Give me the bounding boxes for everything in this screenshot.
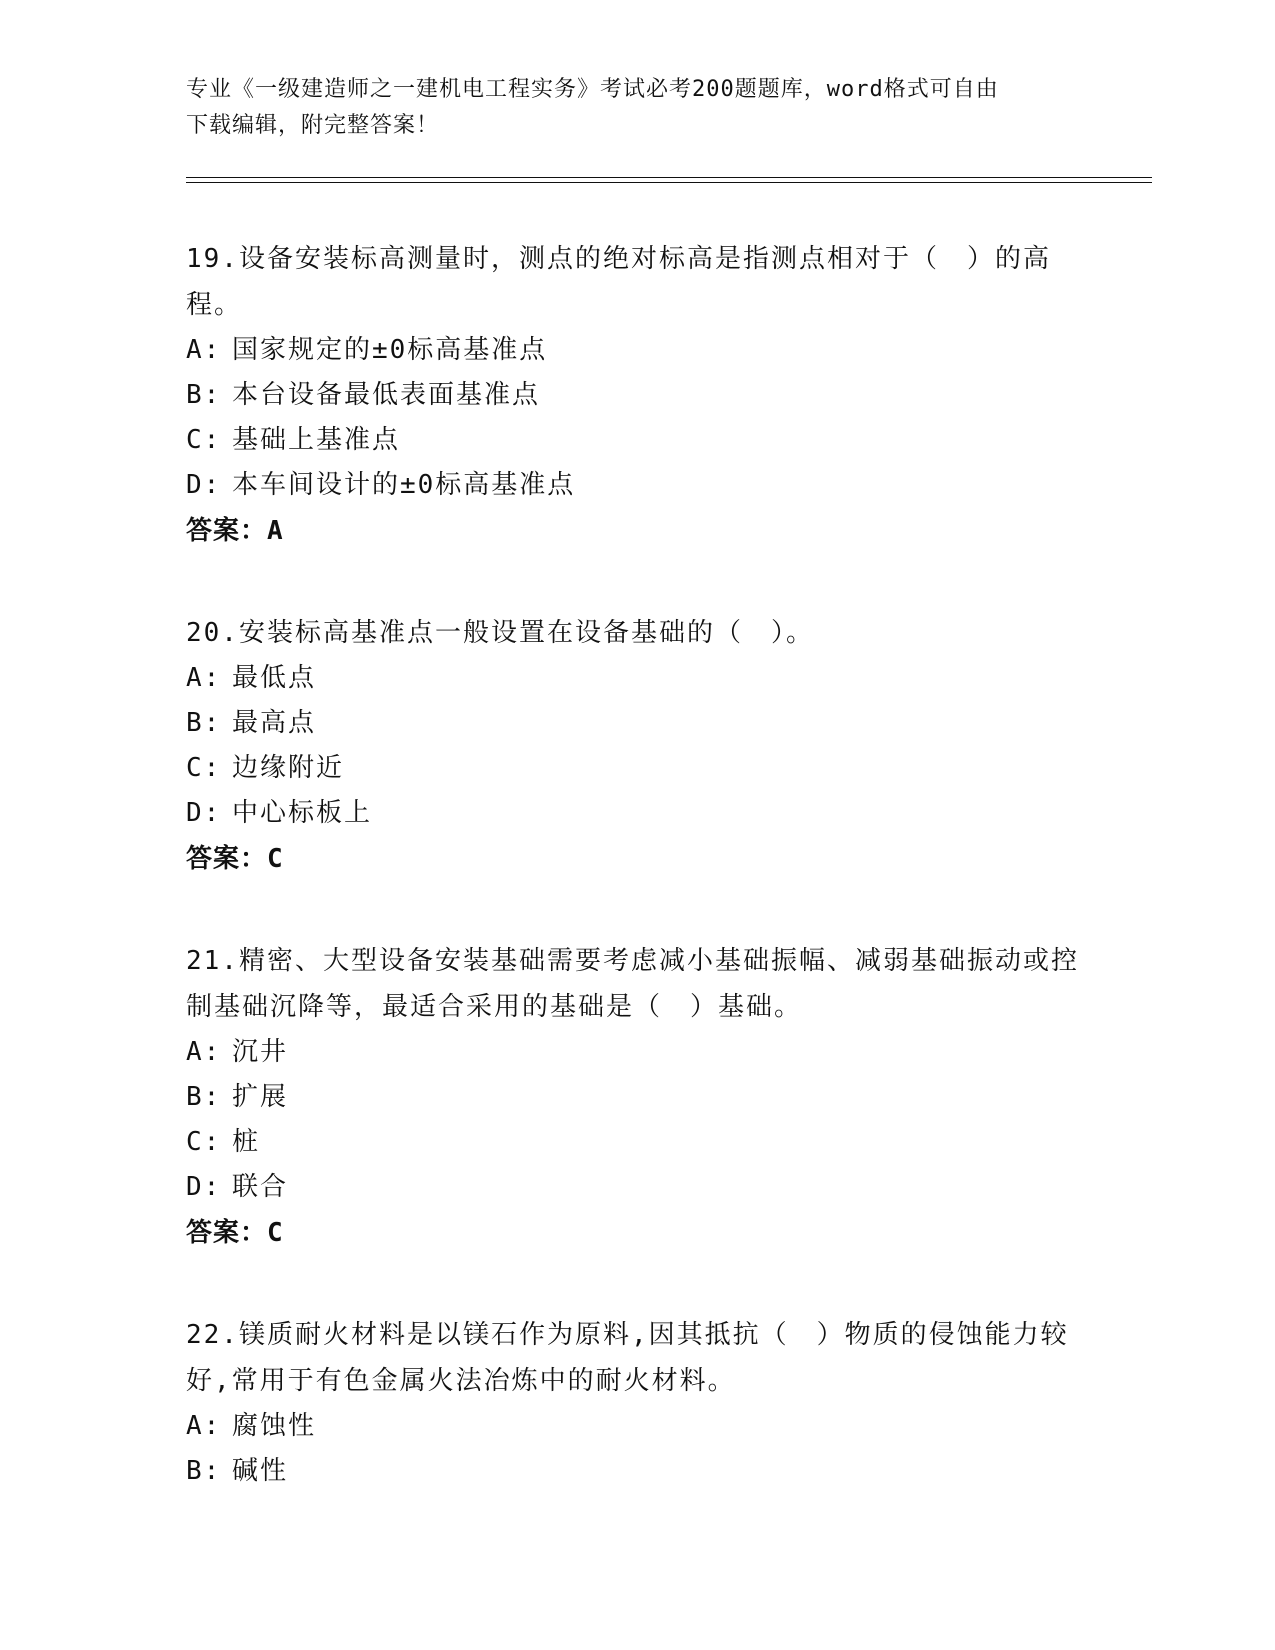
option-key: C:: [186, 425, 222, 455]
option-b: [186, 1075, 1086, 1120]
option-text: 本台设备最低表面基准点: [232, 380, 541, 410]
question-stem: 20.安装标高基准点一般设置在设备基础的（ ）。: [186, 618, 814, 648]
option-key: A:: [186, 1037, 222, 1067]
option-a: [186, 328, 1086, 373]
option-text: 基础上基准点: [232, 425, 401, 455]
option-text: 扩展: [232, 1082, 289, 1112]
option-key: A:: [186, 1411, 222, 1441]
option-text: 碱性: [232, 1456, 289, 1486]
answer-line: 答案：C: [186, 844, 284, 874]
option-key: B:: [186, 708, 222, 738]
option-b: [186, 373, 1086, 418]
question-stem: 19.设备安装标高测量时，测点的绝对标高是指测点相对于（ ）的高程。: [186, 244, 1051, 320]
option-text: 腐蚀性: [232, 1411, 317, 1441]
option-key: C:: [186, 753, 222, 783]
answer-line: 答案：C: [186, 1218, 284, 1248]
question-19: [186, 236, 1086, 554]
option-c: [186, 418, 1086, 463]
option-d: [186, 1165, 1086, 1210]
question-22: [186, 1312, 1086, 1494]
header-divider-top: [186, 177, 1152, 178]
option-key: A:: [186, 335, 222, 365]
option-key: C:: [186, 1127, 222, 1157]
option-key: B:: [186, 1082, 222, 1112]
question-20: [186, 610, 1086, 882]
option-key: B:: [186, 1456, 222, 1486]
answer-line: 答案：A: [186, 516, 284, 546]
question-list: [186, 236, 1086, 1550]
option-c: [186, 1120, 1086, 1165]
option-key: D:: [186, 798, 222, 828]
option-text: 边缘附近: [232, 753, 345, 783]
option-text: 最低点: [232, 663, 317, 693]
option-text: 沉井: [232, 1037, 289, 1067]
option-d: [186, 791, 1086, 836]
option-text: 最高点: [232, 708, 317, 738]
option-text: 国家规定的±0标高基准点: [232, 335, 548, 365]
option-b: [186, 701, 1086, 746]
option-b: [186, 1449, 1086, 1494]
document-header: [186, 72, 1066, 144]
option-d: [186, 463, 1086, 508]
question-stem: 22.镁质耐火材料是以镁石作为原料,因其抵抗（ ）物质的侵蚀能力较好,常用于有色金属火法冶炼中的耐火材料。: [186, 1320, 1069, 1396]
option-text: 联合: [232, 1172, 289, 1202]
option-a: [186, 1404, 1086, 1449]
header-line-1: 专业《一级建造师之一建机电工程实务》考试必考200题题库，word格式可自由: [186, 77, 999, 102]
question-stem: 21.精密、大型设备安装基础需要考虑减小基础振幅、减弱基础振动或控制基础沉降等，最适合采用的基础是（ ）基础。: [186, 946, 1079, 1022]
option-text: 中心标板上: [232, 798, 373, 828]
option-key: D:: [186, 1172, 222, 1202]
option-a: [186, 1030, 1086, 1075]
question-21: [186, 938, 1086, 1256]
header-line-2: 下载编辑，附完整答案！: [186, 113, 440, 138]
option-key: D:: [186, 470, 222, 500]
option-a: [186, 656, 1086, 701]
option-key: B:: [186, 380, 222, 410]
option-key: A:: [186, 663, 222, 693]
header-divider-bottom: [186, 182, 1152, 183]
option-c: [186, 746, 1086, 791]
option-text: 本车间设计的±0标高基准点: [232, 470, 576, 500]
option-text: 桩: [232, 1127, 261, 1157]
